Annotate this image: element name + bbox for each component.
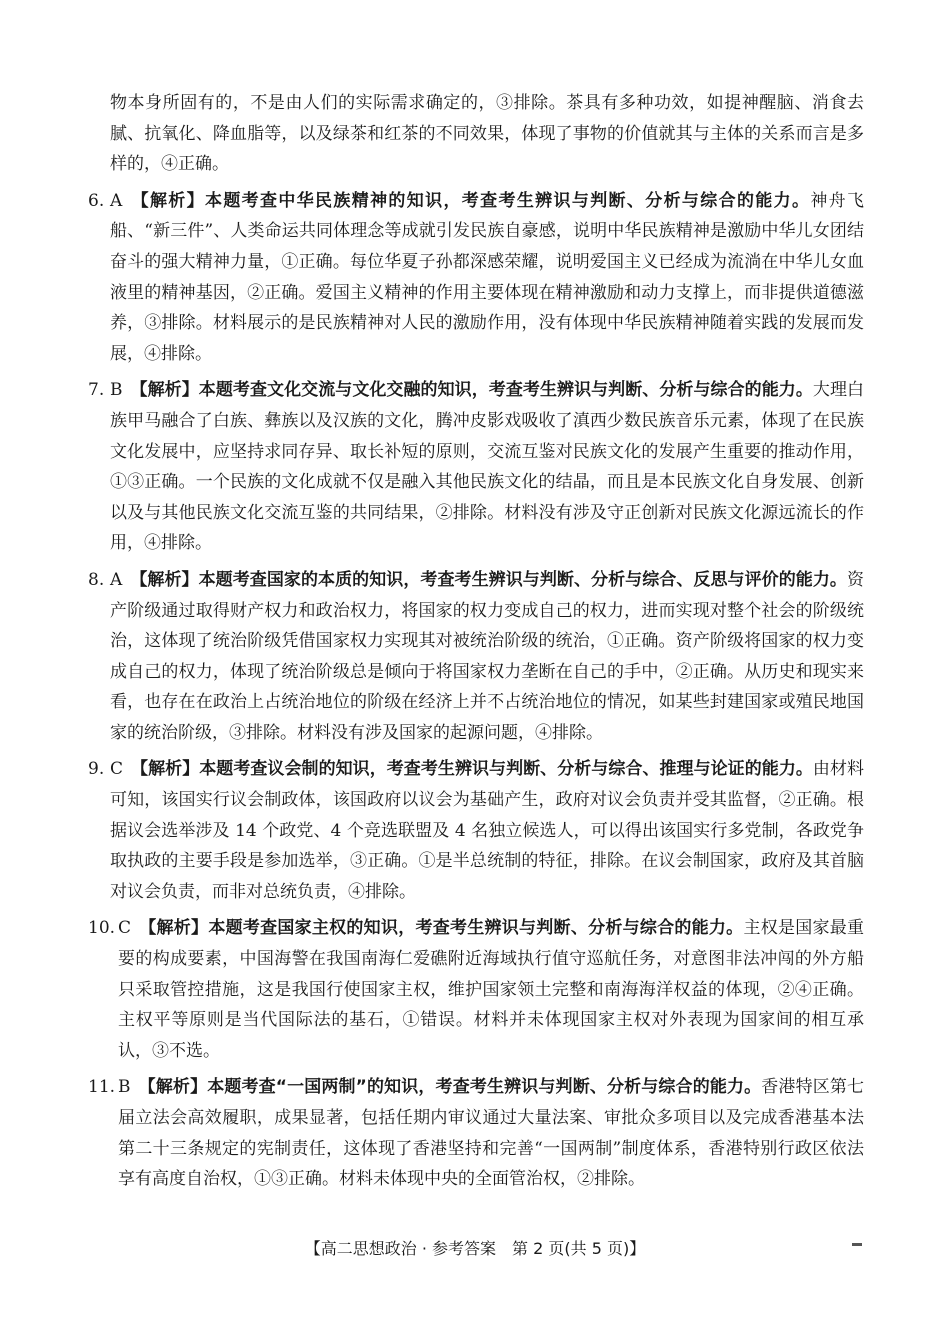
question-number: 11. bbox=[88, 1077, 116, 1098]
analysis-lead: 【解析】本题考查中华民族精神的知识，考查考生辨识与判断、分析与综合的能力。 bbox=[130, 190, 811, 211]
analysis-lead: 【解析】本题考查国家的本质的知识，考查考生辨识与判断、分析与综合、反思与评价的能力。 bbox=[130, 569, 847, 590]
question-8 bbox=[88, 565, 864, 749]
answer-letter: C bbox=[110, 759, 124, 780]
analysis-body: 主权是国家最重要的构成要素，中国海警在我国南海仁爱礁附近海域执行值守巡航任务，对意图非法冲闯的外方船只采取管控措施，这是我国行使国家主权，维护国家领土完整和南海海洋权益的体现，②④正确。主权平等原则是当代国际法的基石，①错误。材料并未体现国家主权对外表现为国家间的相互承认，③不选。 bbox=[118, 918, 865, 1061]
analysis-body: 由材料可知，该国实行议会制政体，该国政府以议会为基础产生，政府对议会负责并受其监督，②正确。根据议会选举涉及 14 个政党、4 个竞选联盟及 4 名独立候选人，可以得出该国实行多党制，各政党争取执政的主要手段是参加选举，③正确。①是半总统制的特征，排除。在议会制国家，政府及其首脑对议会负责，而非对总统负责，④排除。 bbox=[110, 759, 864, 902]
analysis-lead: 【解析】本题考查国家主权的知识，考查考生辨识与判断、分析与综合的能力。 bbox=[139, 918, 744, 939]
answer-letter: C bbox=[118, 918, 132, 939]
question-10 bbox=[88, 913, 864, 1066]
analysis-body: 香港特区第七届立法会高效履职，成果显著，包括任期内审议通过大量法案、审批众多项目以及完成香港基本法第二十三条规定的宪制责任，这体现了香港坚持和完善“一国两制”制度体系，香港特别行政区依法享有高度自治权，①③正确。材料未体现中央的全面管治权，②排除。 bbox=[118, 1077, 864, 1190]
analysis-lead: 【解析】本题考查“一国两制”的知识，考查考生辨识与判断、分析与综合的能力。 bbox=[138, 1077, 762, 1098]
question-number: 7. bbox=[88, 380, 105, 401]
answer-letter: B bbox=[118, 1077, 131, 1098]
question-number: 8. bbox=[88, 569, 105, 590]
question-number: 9. bbox=[88, 759, 105, 780]
question-number: 10. bbox=[88, 918, 116, 939]
continued-explanation: 物本身所固有的，不是由人们的实际需求确定的，③排除。茶具有多种功效，如提神醒脑、消食去腻、抗氧化、降血脂等，以及绿茶和红茶的不同效果，体现了事物的价值就其与主体的关系而言是多样的，④正确。 bbox=[110, 93, 864, 175]
question-9 bbox=[88, 754, 864, 907]
analysis-lead: 【解析】本题考查议会制的知识，考查考生辨识与判断、分析与综合、推理与论证的能力。 bbox=[131, 759, 813, 780]
answer-content bbox=[88, 88, 864, 1201]
analysis-body: 大理白族甲马融合了白族、彝族以及汉族的文化，腾冲皮影戏吸收了滇西少数民族音乐元素，体现了在民族文化发展中，应坚持求同存异、取长补短的原则，交流互鉴对民族文化的发展产生重要的推动作用，①③正确。一个民族的文化成就不仅是融入其他民族文化的结晶，而且是本民族文化自身发展、创新以及与其他民族文化交流互鉴的共同结果，②排除。材料没有涉及守正创新对民族文化源远流长的作用，④排除。 bbox=[110, 380, 865, 554]
analysis-body: 资产阶级通过取得财产权力和政治权力，将国家的权力变成自己的权力，进而实现对整个社会的阶级统治，这体现了统治阶级凭借国家权力实现其对被统治阶级的统治，①正确。资产阶级将国家的权力变成自己的权力，体现了统治阶级总是倾向于将国家权力垄断在自己的手中，②正确。从历史和现实来看，也存在在政治上占统治地位的阶级在经济上并不占统治地位的情况，如某些封建国家或殖民地国家的统治阶级，③排除。材料没有涉及国家的起源问题，④排除。 bbox=[110, 569, 864, 743]
page-footer: 【高二思想政治 · 参考答案 第 2 页(共 5 页)】 bbox=[304, 1239, 646, 1258]
question-7 bbox=[88, 375, 864, 559]
answer-letter: A bbox=[110, 569, 123, 590]
question-6 bbox=[88, 186, 864, 370]
question-11 bbox=[88, 1072, 864, 1194]
answer-letter: A bbox=[110, 190, 123, 211]
corner-mark bbox=[852, 1243, 862, 1246]
answer-letter: B bbox=[110, 380, 123, 401]
analysis-lead: 【解析】本题考查文化交流与文化交融的知识，考查考生辨识与判断、分析与综合的能力。 bbox=[130, 380, 813, 401]
analysis-body: 神舟飞船、“新三件”、人类命运共同体理念等成就引发民族自豪感，说明中华民族精神是激励中华儿女团结奋斗的强大精神力量，①正确。每位华夏子孙都深感荣耀，说明爱国主义已经成为流淌在中华儿女血液里的精神基因，②正确。爱国主义精神的作用主要体现在精神激励和动力支撑上，而非提供道德滋养，③排除。材料展示的是民族精神对人民的激励作用，没有体现中华民族精神随着实践的发展而发展，④排除。 bbox=[110, 190, 864, 364]
question-number: 6. bbox=[88, 190, 105, 211]
